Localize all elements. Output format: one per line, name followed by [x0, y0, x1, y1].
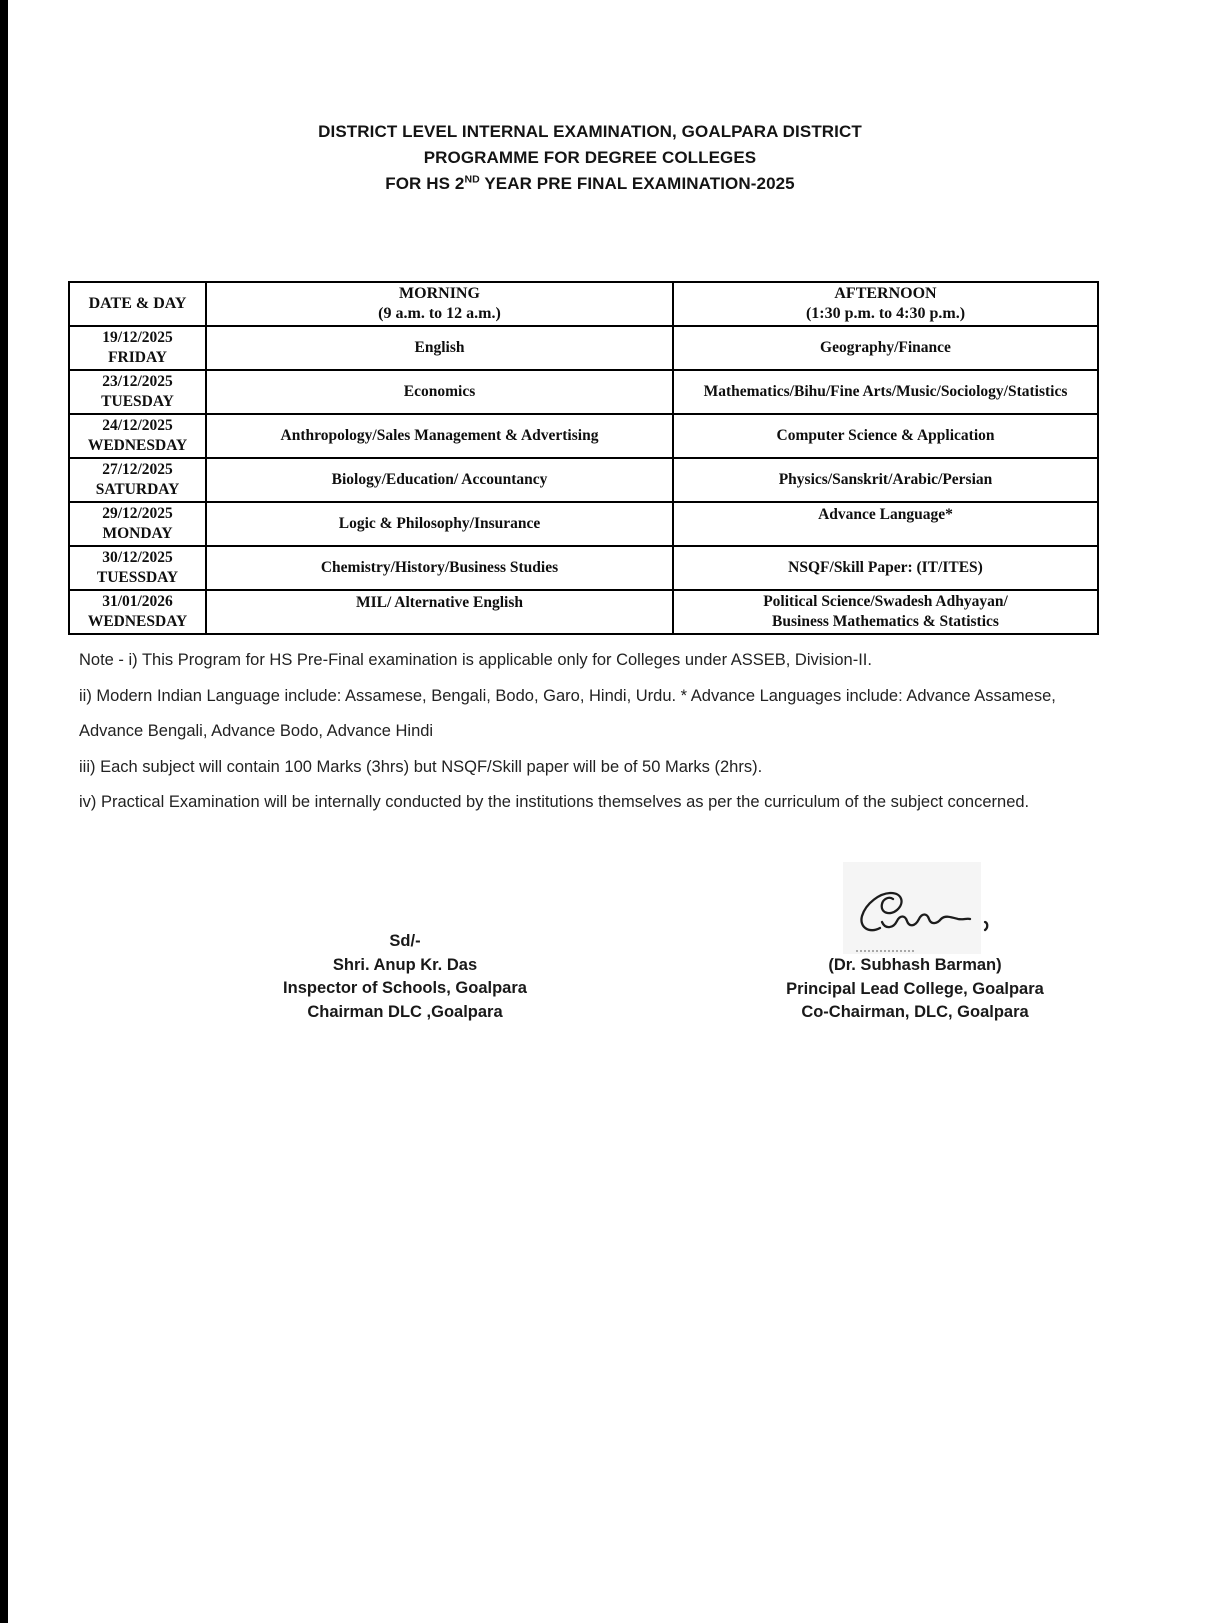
header-morning-title: MORNING	[399, 285, 480, 302]
morning-cell: Logic & Philosophy/Insurance	[206, 502, 673, 546]
signature-left-block	[240, 930, 570, 1025]
note-item-4: iv) Practical Examination will be internally conducted by the institutions themselves as per the curriculum of the subject concerned.	[79, 793, 1030, 811]
date-value: 31/01/2026	[102, 593, 173, 610]
signature-icon	[846, 876, 996, 950]
sd-label: Sd/-	[389, 932, 421, 950]
note-item-1: Note - i) This Program for HS Pre-Final examination is applicable only for Colleges under ASSEB, Division-II.	[79, 651, 872, 669]
day-value: WEDNESDAY	[87, 437, 188, 454]
header-morning	[206, 282, 673, 326]
table-header-row	[69, 282, 1098, 326]
signatory-title: Chairman DLC ,Goalpara	[307, 1003, 503, 1022]
afternoon-cell	[673, 590, 1098, 634]
table-row	[69, 502, 1098, 546]
title-line-3-suffix: YEAR PRE FINAL EXAMINATION-2025	[479, 174, 795, 193]
title-line-3	[0, 171, 1180, 197]
notes-section	[79, 643, 1117, 821]
date-value: 23/12/2025	[102, 373, 173, 390]
date-cell	[69, 458, 206, 502]
header-afternoon	[673, 282, 1098, 326]
table-row	[69, 590, 1098, 634]
signatory-title: Principal Lead College, Goalpara	[786, 979, 1044, 998]
afternoon-cell: NSQF/Skill Paper: (IT/ITES)	[673, 546, 1098, 590]
title-line-3-prefix: FOR HS 2	[385, 174, 465, 193]
title-line-3-superscript: ND	[464, 173, 480, 186]
header-morning-time: (9 a.m. to 12 a.m.)	[378, 305, 501, 322]
afternoon-line-2: Business Mathematics & Statistics	[772, 613, 999, 630]
scan-edge-strip	[0, 0, 8, 1623]
header-date-day	[69, 282, 206, 326]
morning-cell: Economics	[206, 370, 673, 414]
day-value: WEDNESDAY	[87, 613, 188, 630]
afternoon-cell: Physics/Sanskrit/Arabic/Persian	[673, 458, 1098, 502]
date-value: 24/12/2025	[102, 417, 173, 434]
table-row	[69, 370, 1098, 414]
afternoon-line-1: Political Science/Swadesh Adhyayan/	[763, 593, 1008, 610]
afternoon-cell: Computer Science & Application	[673, 414, 1098, 458]
table-row	[69, 458, 1098, 502]
morning-cell: Anthropology/Sales Management & Advertising	[206, 414, 673, 458]
afternoon-cell: Advance Language*	[673, 502, 1098, 546]
day-value: MONDAY	[102, 525, 173, 542]
morning-cell: Biology/Education/ Accountancy	[206, 458, 673, 502]
signature-dots	[856, 948, 914, 952]
signatory-name: Shri. Anup Kr. Das	[332, 955, 478, 974]
header-afternoon-time: (1:30 p.m. to 4:30 p.m.)	[805, 305, 966, 322]
date-value: 29/12/2025	[102, 505, 173, 522]
table-row	[69, 546, 1098, 590]
exam-schedule-table	[68, 281, 1099, 635]
day-value: FRIDAY	[108, 349, 167, 366]
day-value: TUESSDAY	[96, 569, 179, 586]
table-row	[69, 326, 1098, 370]
date-cell	[69, 502, 206, 546]
signatory-title: Inspector of Schools, Goalpara	[283, 979, 527, 998]
date-cell	[69, 370, 206, 414]
afternoon-cell: Mathematics/Bihu/Fine Arts/Music/Sociology/Statistics	[673, 370, 1098, 414]
table-row	[69, 414, 1098, 458]
signatory-title: Co-Chairman, DLC, Goalpara	[801, 1003, 1029, 1022]
title-line-1: DISTRICT LEVEL INTERNAL EXAMINATION, GOALPARA DISTRICT	[318, 122, 862, 141]
date-value: 27/12/2025	[102, 461, 173, 478]
morning-cell: Chemistry/History/Business Studies	[206, 546, 673, 590]
date-value: 30/12/2025	[102, 549, 173, 566]
afternoon-cell: Geography/Finance	[673, 326, 1098, 370]
document-title	[0, 119, 1180, 197]
title-line-2: PROGRAMME FOR DEGREE COLLEGES	[423, 148, 757, 167]
header-date-day-label: DATE & DAY	[88, 295, 187, 312]
signature-right-block	[750, 954, 1080, 1025]
date-cell	[69, 326, 206, 370]
note-item-2: ii) Modern Indian Language include: Assamese, Bengali, Bodo, Garo, Hindi, Urdu. * Advance Languages include: Advance Assamese, Advance Bengali, Advance Bodo, Advance Hindi	[79, 686, 1056, 740]
date-cell	[69, 590, 206, 634]
day-value: TUESDAY	[101, 393, 174, 410]
note-item-3: iii) Each subject will contain 100 Marks (3hrs) but NSQF/Skill paper will be of 50 Marks (2hrs).	[79, 757, 763, 776]
morning-cell: English	[206, 326, 673, 370]
date-value: 19/12/2025	[102, 329, 173, 346]
date-cell	[69, 414, 206, 458]
morning-cell: MIL/ Alternative English	[206, 590, 673, 634]
day-value: SATURDAY	[95, 481, 180, 498]
header-afternoon-title: AFTERNOON	[834, 285, 937, 302]
date-cell	[69, 546, 206, 590]
signatory-name: (Dr. Subhash Barman)	[828, 956, 1002, 974]
